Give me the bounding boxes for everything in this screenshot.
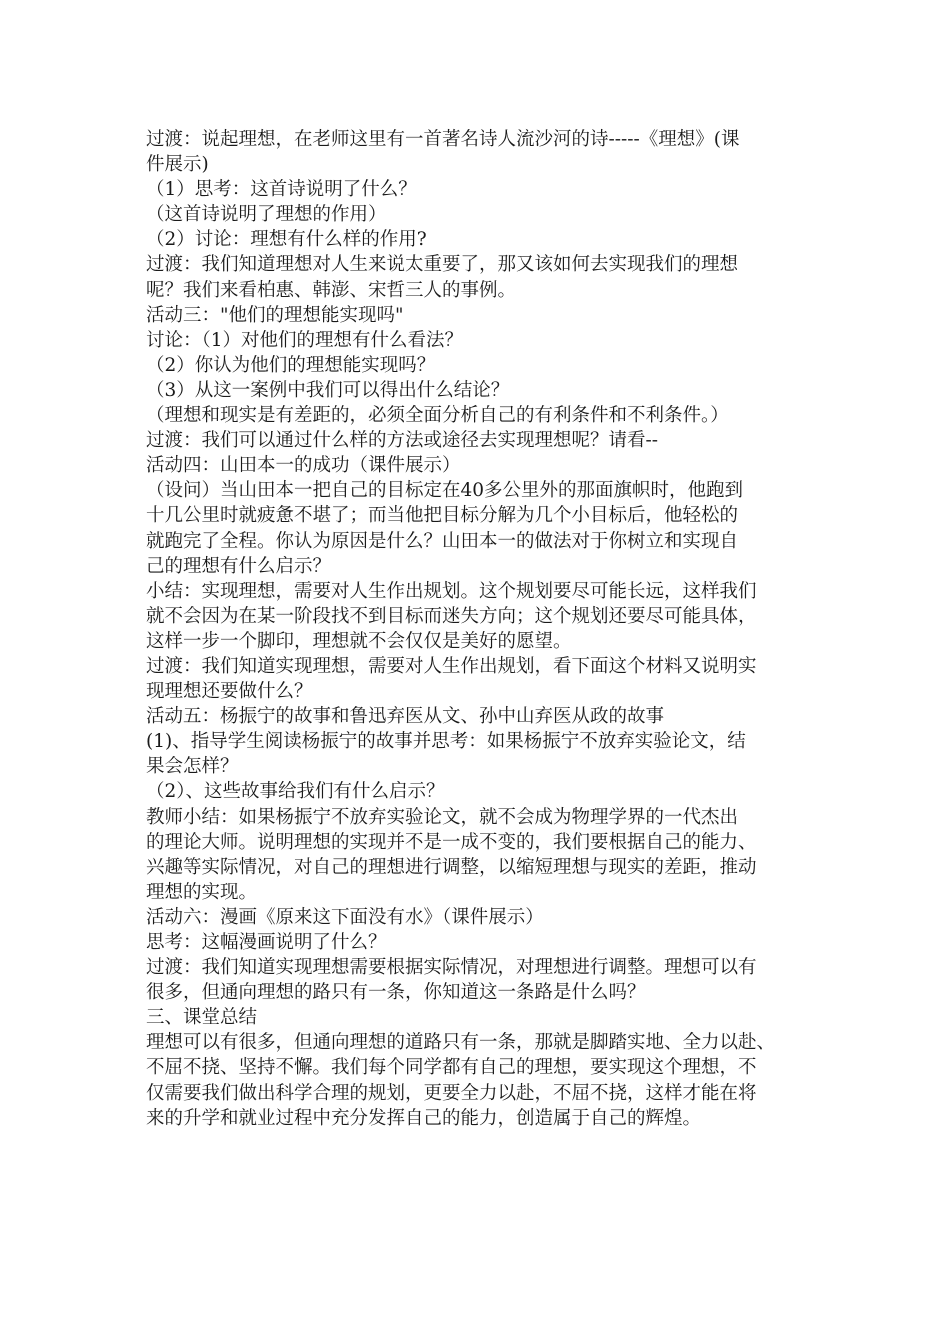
text-line: 呢？我们来看柏惠、韩澎、宋哲三人的事例。 [146,279,517,301]
text-line: 不屈不挠、坚持不懈。我们每个同学都有自己的理想，要实现这个理想，不 [146,1057,757,1079]
text-line: （2）、这些故事给我们有什么启示？ [146,781,445,803]
text-line: 就不会因为在某一阶段找不到目标而迷失方向；这个规划还要尽可能具体， [146,605,757,627]
text-line: （这首诗说明了理想的作用） [146,204,387,226]
text-line: 过渡：我们知道实现理想需要根据实际情况，对理想进行调整。理想可以有 [146,957,757,979]
section-heading-summary: 三、课堂总结 [146,1007,258,1029]
text-line: 过渡：我们知道实现理想，需要对人生作出规划，看下面这个材料又说明实 [146,655,757,677]
text-line: 理想可以有很多，但通向理想的道路只有一条，那就是脚踏实地、全力以赴、 [146,1032,776,1054]
text-line: 讨论：（1）对他们的理想有什么看法？ [146,329,464,351]
text-line: 就跑完了全程。你认为原因是什么？山田本一的做法对于你树立和实现自 [146,530,739,552]
text-line: 件展示) [146,154,209,176]
text-line: 来的升学和就业过程中充分发挥自己的能力，创造属于自己的辉煌。 [146,1107,702,1129]
text-line: （1）思考：这首诗说明了什么？ [146,179,417,201]
text-line: 过渡：我们知道理想对人生来说太重要了，那又该如何去实现我们的理想 [146,254,739,276]
text-line: 过渡：说起理想，在老师这里有一首著名诗人流沙河的诗-----《理想》(课 [146,129,740,150]
text-line: （理想和现实是有差距的，必须全面分析自己的有利条件和不利条件。） [146,405,729,427]
section-heading-activity-6: 活动六：漫画《原来这下面没有水》（课件展示） [146,906,544,928]
text-line: （2）你认为他们的理想能实现吗？ [146,354,436,376]
text-line: （设问）当山田本一把自己的目标定在40多公里外的那面旗帜时，他跑到 [146,480,744,502]
text-line: （3）从这一案例中我们可以得出什么结论？ [146,379,510,401]
text-line: 十几公里时就疲惫不堪了；而当他把目标分解为几个小目标后，他轻松的 [146,505,739,527]
text-line: 思考：这幅漫画说明了什么？ [146,932,387,953]
text-line: 教师小结：如果杨振宁不放弃实验论文，就不会成为物理学界的一代杰出 [146,806,739,828]
section-heading-activity-5: 活动五：杨振宁的故事和鲁迅弃医从文、孙中山弃医从政的故事 [146,706,665,728]
text-line: 这样一步一个脚印，理想就不会仅仅是美好的愿望。 [146,630,572,652]
text-line: (1)、指导学生阅读杨振宁的故事并思考：如果杨振宁不放弃实验论文，结 [146,731,746,753]
document-page [146,127,812,1131]
text-line: 很多，但通向理想的路只有一条，你知道这一条路是什么吗？ [146,982,646,1004]
text-line: 小结：实现理想，需要对人生作出规划。这个规划要尽可能长远，这样我们 [146,580,757,602]
text-line: 兴趣等实际情况，对自己的理想进行调整，以缩短理想与现实的差距，推动 [146,856,757,878]
text-line: 过渡：我们可以通过什么样的方法或途径去实现理想呢？请看-- [146,430,659,452]
text-line: 现理想还要做什么？ [146,681,313,703]
text-line: 己的理想有什么启示？ [146,555,332,577]
text-line: 果会怎样？ [146,756,239,778]
text-line: 的理论大师。说明理想的实现并不是一成不变的，我们要根据自己的能力、 [146,831,757,853]
section-heading-activity-4: 活动四：山田本一的成功（课件展示） [146,455,461,477]
text-line: 仅需要我们做出科学合理的规划，更要全力以赴，不屈不挠，这样才能在将 [146,1082,757,1104]
text-line: （2）讨论：理想有什么样的作用? [146,229,427,251]
section-heading-activity-3: 活动三："他们的理想能实现吗" [146,304,404,326]
text-line: 理想的实现。 [146,881,258,903]
